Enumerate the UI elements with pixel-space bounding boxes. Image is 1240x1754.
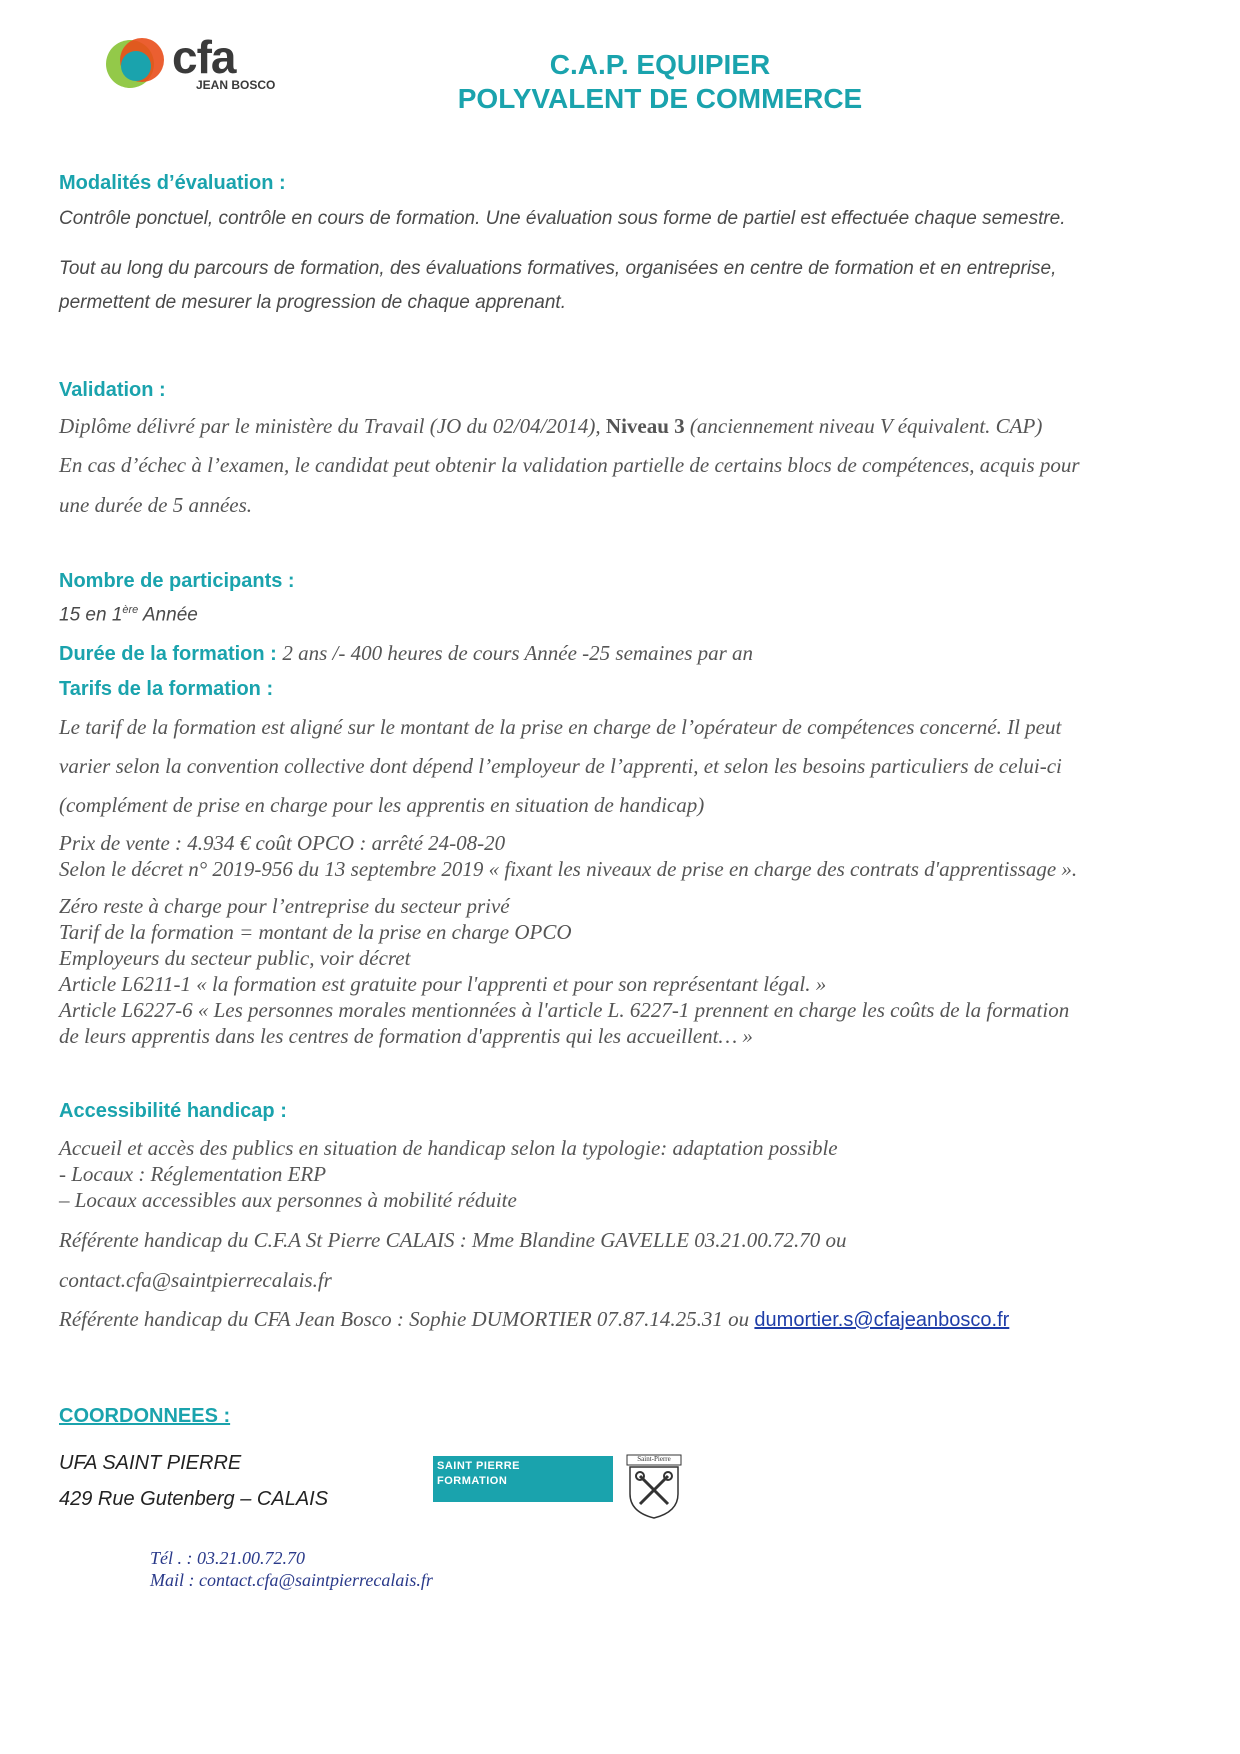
validation-line-1-b: (anciennement niveau V équivalent. CAP): [684, 414, 1043, 438]
ufa-name: UFA SAINT PIERRE: [59, 1452, 242, 1474]
tarifs-p1-line-1: Le tarif de la formation est aligné sur le montant de la prise en charge de l’opérateur de compétences concerné. Il peut: [59, 715, 1062, 739]
tarifs-article-1: Article L6211-1 « la formation est gratuite pour l'apprenti et pour son représentant légal. »: [59, 972, 827, 996]
accessibilite-line-3: – Locaux accessibles aux personnes à mobilité réduite: [59, 1188, 517, 1212]
title-line-1: C.A.P. EQUIPIER: [549, 49, 771, 80]
tarifs-article-2-line-2: de leurs apprentis dans les centres de formation d'apprentis qui les accueillent… »: [59, 1024, 753, 1048]
accessibilite-heading: Accessibilité handicap :: [59, 1100, 287, 1122]
modalites-paragraph-2-line-1: Tout au long du parcours de formation, des évaluations formatives, organisées en centre de formation et en entreprise,: [59, 258, 1057, 279]
referent-1-email: contact.cfa@saintpierrecalais.fr: [59, 1268, 332, 1292]
cfa-logo: [100, 30, 290, 100]
tarifs-tarif-equal: Tarif de la formation = montant de la prise en charge OPCO: [59, 920, 572, 944]
validation-line-1-a: Diplôme délivré par le ministère du Travail (JO du 02/04/2014),: [59, 414, 606, 438]
duree-heading: Durée de la formation :: [59, 643, 283, 665]
document-title: [430, 48, 890, 116]
saint-pierre-crest: [626, 1454, 682, 1520]
participants-heading: Nombre de participants :: [59, 570, 295, 592]
tarifs-p1-line-2: varier selon la convention collective dont dépend l’employeur de l’apprenti, et selon les besoins particuliers de celui-ci: [59, 754, 1062, 778]
logo-subtext: JEAN BOSCO: [196, 78, 276, 92]
badge-line-2: FORMATION: [437, 1475, 508, 1487]
validation-line-2: En cas d’échec à l’examen, le candidat peut obtenir la validation partielle de certains blocs de compétences, acquis pour: [59, 453, 1080, 477]
participants-value-sup: ère: [122, 604, 139, 616]
referent-1: Référente handicap du C.F.A St Pierre CALAIS : Mme Blandine GAVELLE 03.21.00.72.70 ou: [59, 1228, 847, 1252]
participants-value-b: Année: [138, 604, 198, 626]
crest-label: Saint-Pierre: [637, 1455, 671, 1463]
accessibilite-line-1: Accueil et accès des publics en situation de handicap selon la typologie: adaptation possible: [59, 1136, 838, 1160]
modalites-paragraph-1: Contrôle ponctuel, contrôle en cours de formation. Une évaluation sous forme de partiel est effectuée chaque semestre.: [59, 208, 1066, 229]
contact-tel: Tél . : 03.21.00.72.70: [150, 1548, 305, 1568]
accessibilite-line-2: - Locaux : Réglementation ERP: [59, 1162, 327, 1186]
saint-pierre-formation-badge: [433, 1456, 613, 1502]
tarifs-prix: Prix de vente : 4.934 € coût OPCO : arrêté 24-08-20: [59, 831, 506, 855]
title-line-2: POLYVALENT DE COMMERCE: [457, 83, 863, 114]
validation-level: Niveau 3: [605, 414, 685, 438]
validation-line-1: [59, 414, 1042, 439]
modalites-heading: Modalités d’évaluation :: [59, 172, 286, 194]
coordonnees-heading: COORDONNEES :: [59, 1405, 231, 1427]
tarifs-p1-line-3: (complément de prise en charge pour les apprentis en situation de handicap): [59, 793, 705, 817]
duree-value: 2 ans /- 400 heures de cours Année -25 semaines par an: [282, 641, 754, 665]
duree-line: [59, 641, 753, 666]
crest-icon: [626, 1454, 682, 1520]
badge-line-1: SAINT PIERRE: [437, 1460, 521, 1472]
ufa-address: 429 Rue Gutenberg – CALAIS: [59, 1488, 329, 1510]
participants-value-a: 15 en 1: [59, 604, 123, 626]
logo-text: cfa: [172, 31, 236, 83]
validation-line-3: une durée de 5 années.: [59, 493, 253, 517]
contact-mail: Mail : contact.cfa@saintpierrecalais.fr: [150, 1570, 433, 1590]
modalites-paragraph-2-line-2: permettent de mesurer la progression de chaque apprenant.: [59, 292, 566, 313]
referent-2-text: Référente handicap du CFA Jean Bosco : Sophie DUMORTIER 07.87.14.25.31 ou: [59, 1307, 755, 1331]
tarifs-zero-reste: Zéro reste à charge pour l’entreprise du secteur privé: [59, 894, 510, 918]
referent-2-email-link[interactable]: dumortier.s@cfajeanbosco.fr: [754, 1309, 1010, 1331]
participants-value: [59, 604, 198, 626]
tarifs-article-2-line-1: Article L6227-6 « Les personnes morales mentionnées à l'article L. 6227-1 prennent en charge les coûts de la formation: [59, 998, 1070, 1022]
validation-heading: Validation :: [59, 379, 166, 401]
tarifs-heading: Tarifs de la formation :: [59, 678, 274, 700]
referent-2: [59, 1307, 1009, 1332]
tarifs-public: Employeurs du secteur public, voir décret: [59, 946, 411, 970]
tarifs-decret: Selon le décret n° 2019-956 du 13 septembre 2019 « fixant les niveaux de prise en charge des contrats d'apprentissage ».: [59, 857, 1078, 881]
